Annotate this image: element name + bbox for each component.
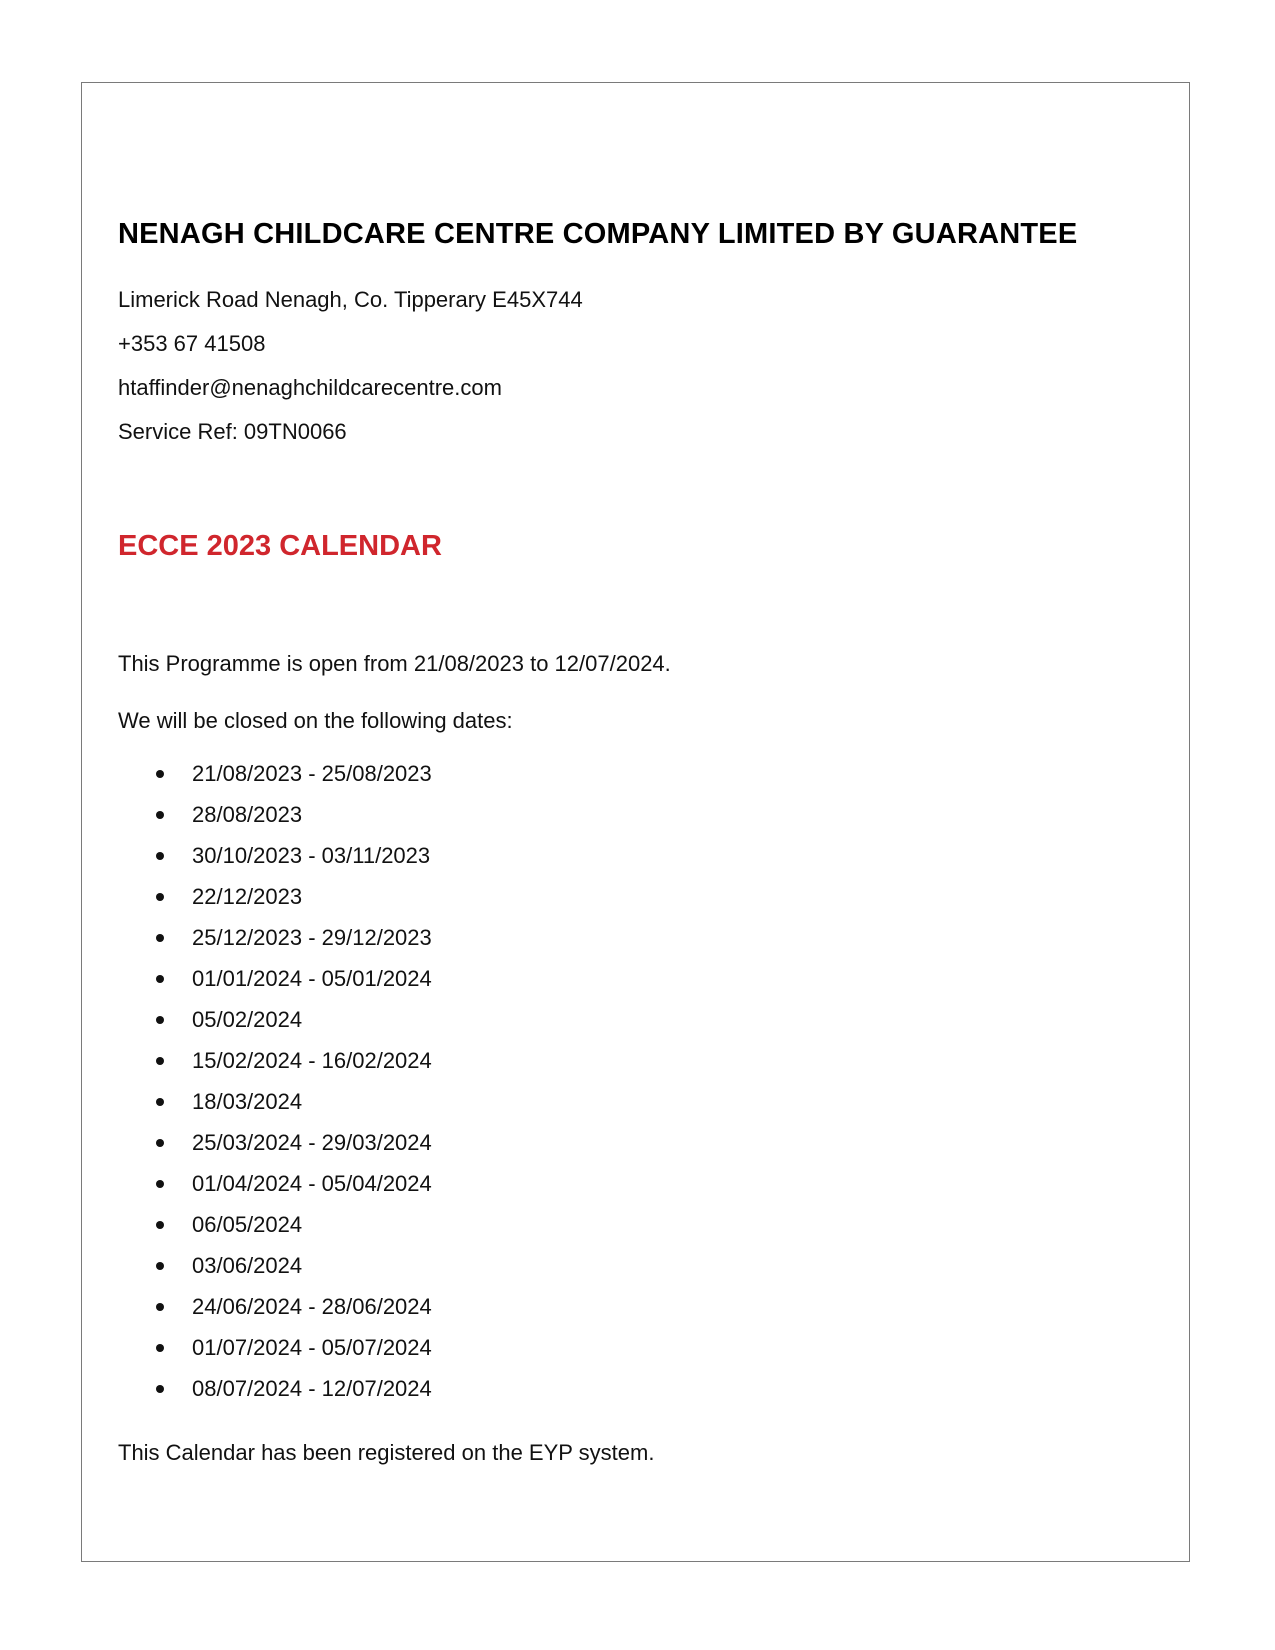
- closed-date-text: 25/03/2024 - 29/03/2024: [192, 1130, 432, 1155]
- closed-date-item: [118, 965, 432, 1006]
- bullet-icon: [156, 852, 164, 860]
- closed-date-text: 22/12/2023: [192, 884, 303, 909]
- bullet-icon: [156, 1221, 164, 1229]
- closed-date-item: [118, 1334, 432, 1375]
- closed-date-item: [118, 1047, 432, 1088]
- organization-name: NENAGH CHILDCARE CENTRE COMPANY LIMITED BY GUARANTEE: [118, 218, 1078, 250]
- closed-date-text: 01/01/2024 - 05/01/2024: [192, 966, 432, 991]
- bullet-icon: [156, 893, 164, 901]
- bullet-icon: [156, 1139, 164, 1147]
- closed-date-item: [118, 1088, 432, 1129]
- closed-date-text: 01/04/2024 - 05/04/2024: [192, 1171, 432, 1196]
- closed-date-text: 03/06/2024: [192, 1253, 303, 1278]
- closed-date-text: 18/03/2024: [192, 1089, 303, 1114]
- closed-date-item: [118, 1129, 432, 1170]
- organization-address: Limerick Road Nenagh, Co. Tipperary E45X744: [118, 287, 583, 312]
- bullet-icon: [156, 975, 164, 983]
- bullet-icon: [156, 1303, 164, 1311]
- bullet-icon: [156, 1344, 164, 1352]
- closed-date-text: 05/02/2024: [192, 1007, 303, 1032]
- closed-date-item: [118, 1006, 432, 1047]
- closed-date-item: [118, 1211, 432, 1252]
- bullet-icon: [156, 934, 164, 942]
- service-reference: Service Ref: 09TN0066: [118, 419, 347, 444]
- registration-note: This Calendar has been registered on the EYP system.: [118, 1440, 655, 1465]
- bullet-icon: [156, 1057, 164, 1065]
- closed-date-text: 24/06/2024 - 28/06/2024: [192, 1294, 432, 1319]
- closed-intro-text: We will be closed on the following dates:: [118, 708, 513, 733]
- closed-date-item: [118, 1170, 432, 1211]
- closed-date-item: [118, 1375, 432, 1416]
- bullet-icon: [156, 1016, 164, 1024]
- closed-date-text: 01/07/2024 - 05/07/2024: [192, 1335, 432, 1360]
- closed-date-item: [118, 801, 432, 842]
- closed-date-text: 30/10/2023 - 03/11/2023: [192, 843, 431, 868]
- closed-dates-list: [118, 760, 432, 1416]
- organization-phone: +353 67 41508: [118, 331, 266, 356]
- closed-date-text: 21/08/2023 - 25/08/2023: [192, 761, 432, 786]
- closed-date-item: [118, 760, 432, 801]
- closed-date-text: 06/05/2024: [192, 1212, 303, 1237]
- closed-date-text: 08/07/2024 - 12/07/2024: [192, 1376, 432, 1401]
- closed-date-text: 28/08/2023: [192, 802, 303, 827]
- bullet-icon: [156, 811, 164, 819]
- closed-date-item: [118, 842, 432, 883]
- bullet-icon: [156, 1098, 164, 1106]
- closed-date-item: [118, 883, 432, 924]
- bullet-icon: [156, 1262, 164, 1270]
- closed-date-text: 15/02/2024 - 16/02/2024: [192, 1048, 432, 1073]
- closed-date-item: [118, 1252, 432, 1293]
- closed-date-item: [118, 1293, 432, 1334]
- bullet-icon: [156, 770, 164, 778]
- bullet-icon: [156, 1385, 164, 1393]
- open-period-text: This Programme is open from 21/08/2023 to 12/07/2024.: [118, 651, 671, 676]
- calendar-title: ECCE 2023 CALENDAR: [118, 530, 442, 562]
- closed-date-item: [118, 924, 432, 965]
- closed-date-text: 25/12/2023 - 29/12/2023: [192, 925, 432, 950]
- bullet-icon: [156, 1180, 164, 1188]
- organization-email: htaffinder@nenaghchildcarecentre.com: [118, 375, 502, 400]
